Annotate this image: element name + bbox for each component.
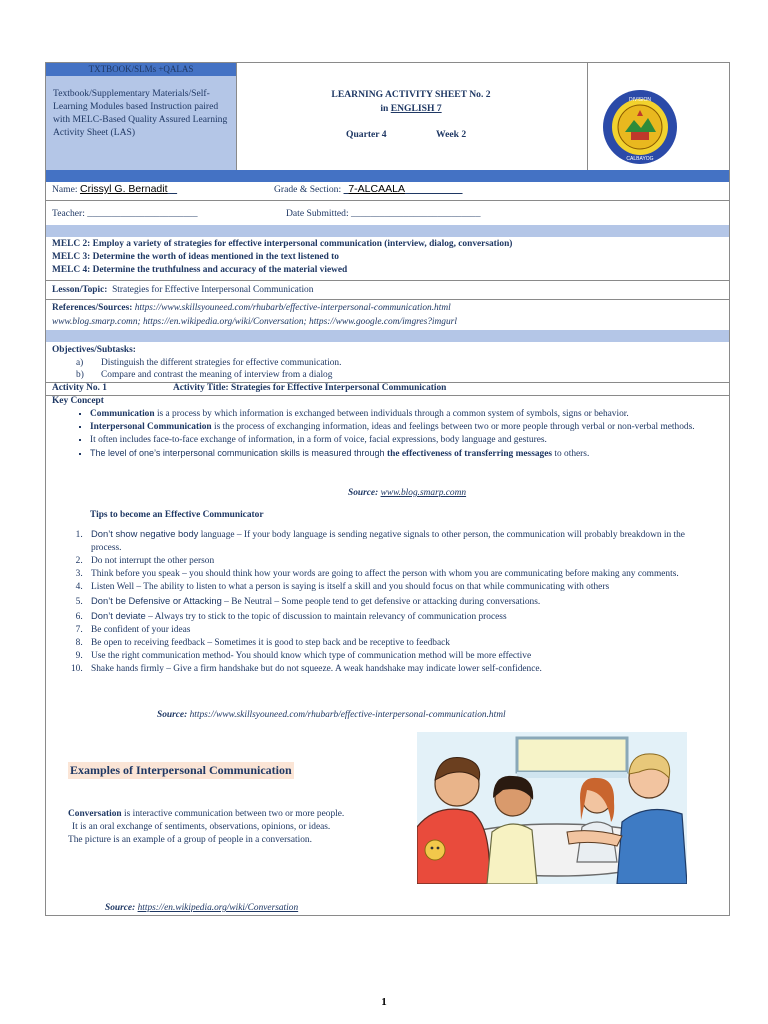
list-item: ▪ Interpersonal Communication is the process of exchanging information, ideas and feelings between two or more people through verbal or non-verbal methods. (90, 421, 710, 434)
date-submitted-field[interactable]: Date Submitted: ___________________________ (286, 208, 481, 219)
reference-link[interactable]: https://www.skillsyouneed.com/rhubarb/effective-interpersonal-communication.html (134, 303, 451, 313)
list-item: ▪ The level of one’s interpersonal communication skills is measured through the effectiveness of transferring messages to others. (90, 447, 710, 461)
list-item: ▪ It often includes face-to-face exchange of information, in a form of voice, facial expressions, body language and gestures. (90, 434, 710, 447)
melc-2: MELC 2: Employ a variety of strategies for effective interpersonal communication (interview, dialog, conversation) (52, 239, 513, 249)
name-value[interactable]: Crissyl G. Bernadit (79, 183, 168, 195)
quarter: Quarter 4 (346, 129, 387, 140)
list-item: 4. Listen Well – The ability to listen to what a person is saying is itself a skill and you should focus on that while communicating with others (85, 581, 710, 594)
svg-text:CALBAYOG: CALBAYOG (626, 156, 654, 162)
list-item: 5. Don’t be Defensive or Attacking – Be Neutral – Some people tend to get defensive or attacking during conversations. (85, 594, 710, 609)
grade-value[interactable]: 7-ALCAALA (348, 183, 405, 195)
key-concept-source: Source: www.blog.smarp.comn (348, 488, 467, 498)
objectives-label: Objectives/Subtasks: (52, 345, 136, 355)
row-divider (46, 395, 729, 396)
melc-4: MELC 4: Determine the truthfulness and accuracy of the material viewed (52, 265, 348, 275)
objective-b: Compare and contrast the meaning of interview from a dialog (101, 370, 333, 380)
grade-field: Grade & Section: 7-ALCAALA (274, 183, 405, 195)
lesson-topic: Lesson/Topic: Strategies for Effective Interpersonal Communication (52, 285, 314, 295)
row-divider (46, 280, 729, 281)
svg-text:DIVISION: DIVISION (629, 97, 651, 103)
list-item: 2. Do not interrupt the other person (85, 555, 710, 568)
list-item: 9. Use the right communication method- You should know which type of communication method will be more effective (85, 650, 710, 663)
subject: ENGLISH 7 (390, 103, 442, 114)
melc-3: MELC 3: Determine the worth of ideas mentioned in the text listened to (52, 252, 339, 262)
list-item: 1. Don’t show negative body language – If your body language is sending negative signals to other person, the communication will probably breakdown in the process. (85, 527, 710, 555)
teacher-field[interactable]: Teacher: _______________________ (52, 208, 198, 219)
key-concept-label: Key Concept (52, 396, 104, 406)
header-divider (587, 63, 588, 170)
name-field: Name: Crissyl G. Bernadit (52, 183, 168, 195)
section-bar (46, 225, 729, 237)
examples-line2: It is an oral exchange of sentiments, observations, opinions, or ideas. (72, 822, 331, 832)
tips-list (65, 527, 710, 676)
examples-heading: Examples of Interpersonal Communication (70, 763, 292, 777)
header-description: Textbook/Supplementary Materials/Self-Learning Modules based Instruction paired with MELC-Based Quality Assured Learning Activity Sheet (LAS) (53, 88, 228, 138)
examples-line1: Conversation is interactive communication between two or more people. (68, 809, 345, 819)
objective-a: Distinguish the different strategies for effective communication. (101, 358, 342, 368)
source-link[interactable]: https://www.skillsyouneed.com/rhubarb/effective-interpersonal-communication.html (189, 710, 506, 720)
header-tag: TXTBOOK/SLMs +QALAS (46, 63, 236, 76)
objective-b-marker: b) (76, 370, 84, 380)
page-number: 1 (381, 996, 387, 1008)
list-item: 7. Be confident of your ideas (85, 624, 710, 637)
list-item: ▪ Communication is a process by which information is exchanged between individuals through a common system of symbols, signs or behavior. (90, 408, 710, 421)
header-bar (46, 170, 729, 182)
source-link[interactable]: https://en.wikipedia.org/wiki/Conversation (137, 903, 299, 913)
row-divider (46, 299, 729, 300)
tips-source: Source: https://www.skillsyouneed.com/rhubarb/effective-interpersonal-communication.html (157, 710, 506, 720)
list-item: 10. Shake hands firmly – Give a firm handshake but do not squeeze. A weak handshake may indicate lower self-confidence. (85, 663, 710, 676)
header-left-panel (46, 63, 237, 170)
examples-line3: The picture is an example of a group of people in a conversation. (68, 835, 312, 845)
sheet-title: LEARNING ACTIVITY SHEET No. 2 (331, 89, 491, 100)
tips-heading: Tips to become an Effective Communicator (90, 510, 264, 520)
division-seal-icon (601, 88, 679, 166)
row-divider (46, 200, 729, 201)
activity-title: Activity Title: Strategies for Effective Interpersonal Communication (173, 383, 447, 393)
key-concept-list (75, 408, 710, 461)
list-item: 8. Be open to receiving feedback – Sometimes it is good to step back and be receptive to feedback (85, 637, 710, 650)
source-link[interactable]: www.blog.smarp.comn (380, 488, 467, 498)
list-item: 6. Don’t deviate – Always try to stick to the topic of discussion to maintain relevancy of communication process (85, 609, 710, 624)
references-line2[interactable]: www.blog.smarp.comn; https://en.wikipedia.org/wiki/Conversation; https://www.google.com/imgres?imgurl (52, 317, 457, 327)
references-line1: References/Sources: https://www.skillsyouneed.com/rhubarb/effective-interpersonal-communication.html (52, 303, 451, 313)
list-item: 3. Think before you speak – you should think how your words are going to affect the person with whom you are communicating before making any comments. (85, 568, 710, 581)
section-bar (46, 330, 729, 342)
examples-source: Source: https://en.wikipedia.org/wiki/Conversation (105, 903, 299, 913)
conversation-picture (417, 732, 687, 884)
subject-line: in ENGLISH 7 (380, 103, 442, 114)
week: Week 2 (436, 129, 467, 140)
objective-a-marker: a) (76, 358, 84, 368)
activity-number: Activity No. 1 (52, 383, 107, 393)
